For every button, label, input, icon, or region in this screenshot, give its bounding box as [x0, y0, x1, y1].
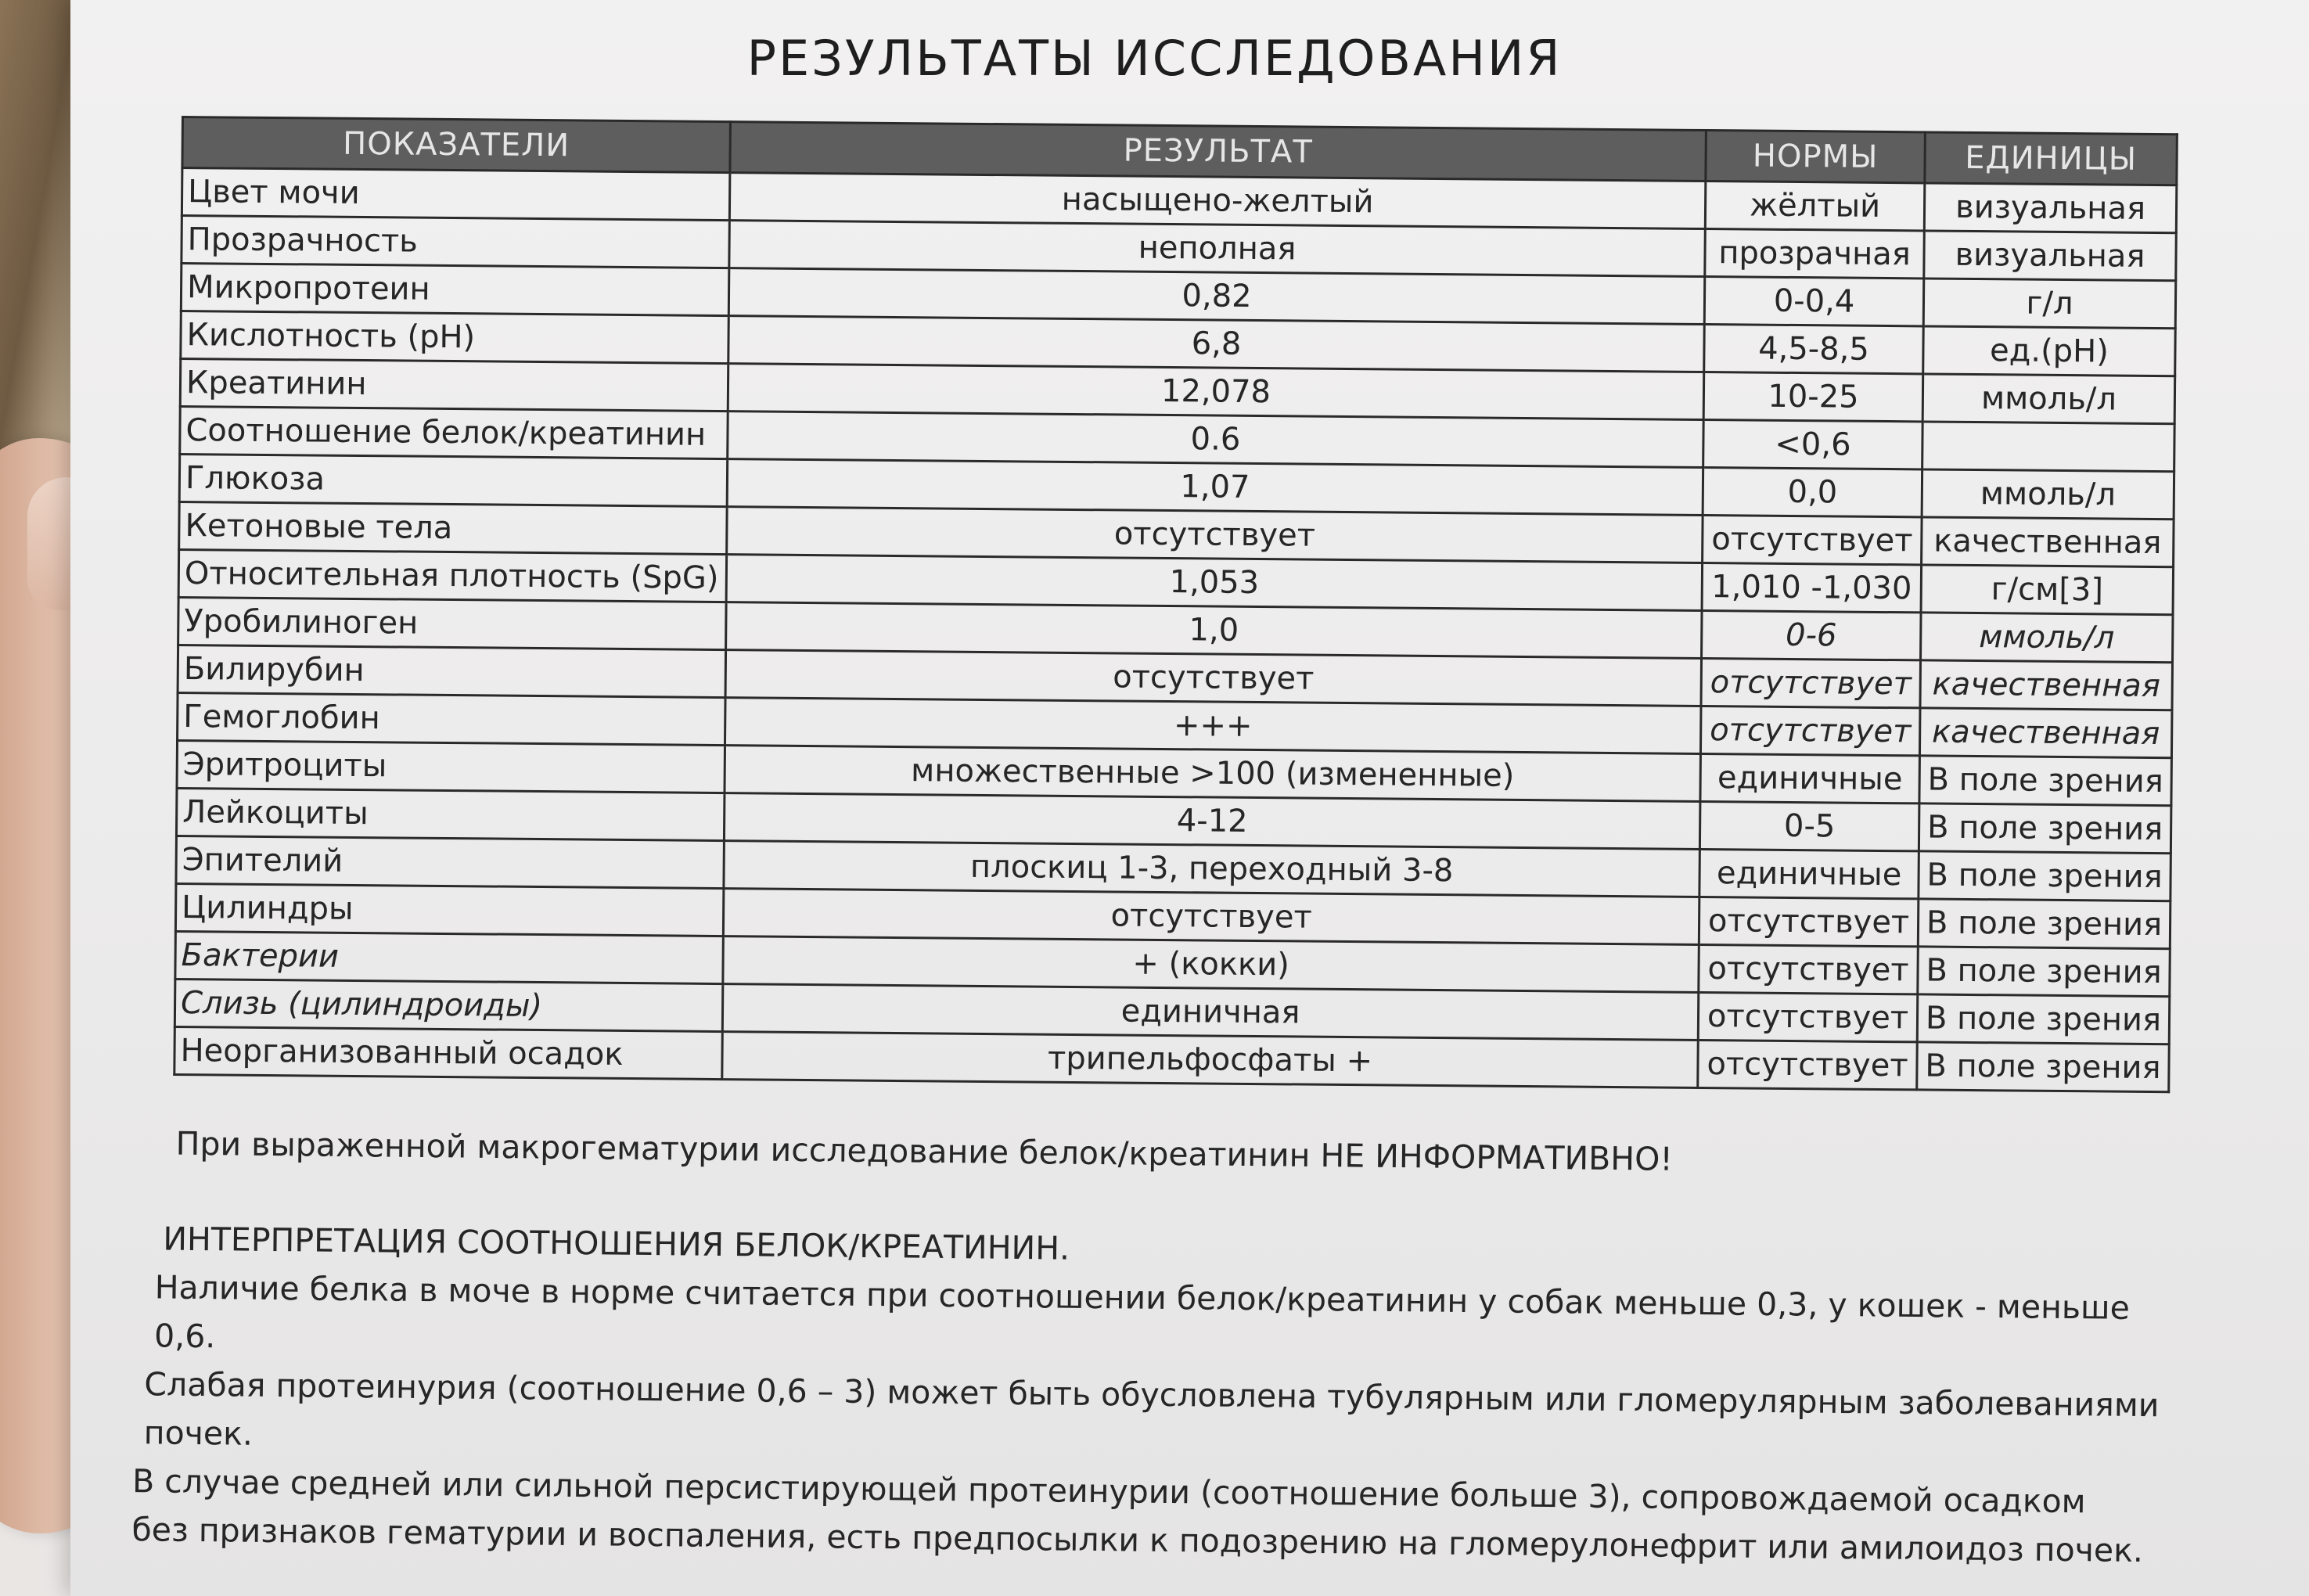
- cell-result: 0,82: [728, 268, 1705, 325]
- cell-param: Цилиндры: [175, 883, 723, 936]
- cell-result: 6,8: [728, 316, 1705, 372]
- cell-norm: отсутствует: [1699, 897, 1918, 946]
- cell-result: отсутствует: [723, 889, 1699, 945]
- cell-unit: качественная: [1922, 517, 2174, 567]
- interpretation-paragraph-1-line-2: 0,6.: [153, 1317, 216, 1356]
- cell-result: 0.6: [728, 412, 1704, 468]
- cell-unit: ед.(pH): [1923, 326, 2176, 376]
- page-title: РЕЗУЛЬТАТЫ ИССЛЕДОВАНИЯ: [746, 30, 1563, 87]
- cell-norm: 0-6: [1702, 610, 1921, 660]
- cell-param: Кислотность (pH): [181, 311, 728, 364]
- cell-result: 1,07: [727, 459, 1703, 516]
- cell-norm: 0-0,4: [1704, 276, 1923, 325]
- cell-norm: 0,0: [1703, 467, 1922, 516]
- cell-norm: 1,010 -1,030: [1702, 563, 1921, 612]
- interpretation-paragraph-3-line-1: В случае средней или сильной персистирующей протеинурии (соотношение больше 3), сопровождаемой осадком: [131, 1462, 2086, 1521]
- cell-unit: качественная: [1920, 660, 2173, 710]
- interpretation-paragraph-2-line-1: Слабая протеинурия (соотношение 0,6 – 3) может быть обусловлена тубулярным или гломерулярным заболеваниями: [144, 1365, 2160, 1425]
- cell-unit: В поле зрения: [1919, 803, 2171, 854]
- cell-result: плоскиц 1-3, переходный 3-8: [724, 841, 1700, 897]
- cell-result: неполная: [729, 221, 1706, 277]
- cell-unit: В поле зрения: [1917, 1042, 2170, 1092]
- cell-unit: ммоль/л: [1922, 374, 2175, 424]
- cell-norm: отсутствует: [1703, 515, 1922, 564]
- cell-unit: В поле зрения: [1918, 899, 2171, 949]
- cell-param: Микропротеин: [181, 264, 728, 316]
- cell-result: отсутствует: [725, 650, 1702, 706]
- cell-result: единичная: [722, 984, 1699, 1041]
- cell-param: Эпителий: [176, 836, 724, 888]
- cell-param: Слизь (цилиндроиды): [174, 979, 722, 1031]
- cell-param: Уробилиноген: [178, 597, 726, 649]
- interpretation-title: ИНТЕРПРЕТАЦИЯ СООТНОШЕНИЯ БЕЛОК/КРЕАТИНИН.: [163, 1220, 1070, 1267]
- cell-unit: качественная: [1919, 708, 2172, 758]
- cell-norm: отсутствует: [1698, 1040, 1917, 1089]
- cell-norm: 10-25: [1703, 372, 1922, 421]
- cell-result: трипельфосфаты +: [722, 1032, 1699, 1088]
- cell-norm: 4,5-8,5: [1704, 324, 1923, 373]
- cell-norm: прозрачная: [1705, 228, 1924, 278]
- cell-result: 4-12: [724, 793, 1700, 850]
- cell-result: + (кокки): [723, 936, 1699, 993]
- cell-param: Относительная плотность (SpG): [178, 549, 726, 602]
- cell-result: 12,078: [728, 364, 1704, 420]
- cell-unit: визуальная: [1924, 183, 2177, 233]
- cell-unit: г/см[3]: [1921, 565, 2174, 615]
- cell-unit: В поле зрения: [1918, 947, 2171, 997]
- cell-param: Глюкоза: [179, 454, 727, 506]
- cell-result: +++: [725, 698, 1701, 754]
- cell-norm: отсутствует: [1701, 658, 1920, 707]
- cell-param: Билирубин: [178, 645, 725, 697]
- header-param: ПОКАЗАТЕЛИ: [182, 117, 731, 173]
- cell-norm: <0,6: [1703, 419, 1922, 469]
- interpretation-paragraph-3-line-2: без признаков гематурии и воспаления, есть предпосылки к подозрению на гломерулонефрит или амилоидоз почек.: [131, 1511, 2144, 1570]
- cell-unit: ммоль/л: [1921, 613, 2174, 663]
- header-unit: ЕДИНИЦЫ: [1925, 132, 2178, 185]
- cell-param: Кетоновые тела: [179, 501, 727, 554]
- cell-result: множественные >100 (измененные): [725, 746, 1701, 802]
- cell-unit: ммоль/л: [1922, 469, 2174, 519]
- cell-param: Гемоглобин: [178, 692, 725, 745]
- cell-param: Цвет мочи: [182, 168, 729, 221]
- cell-param: Эритроциты: [177, 740, 725, 793]
- cell-param: Лейкоциты: [176, 788, 724, 840]
- cell-result: 1,0: [726, 602, 1703, 659]
- cell-norm: жёлтый: [1705, 182, 1924, 231]
- cell-unit: [1922, 422, 2175, 472]
- header-norm: НОРМЫ: [1706, 131, 1925, 183]
- header-result: РЕЗУЛЬТАТ: [730, 122, 1707, 182]
- footer-notes: [120, 1119, 2238, 1576]
- cell-param: Креатинин: [180, 359, 728, 412]
- cell-unit: г/л: [1923, 279, 2176, 329]
- cell-unit: В поле зрения: [1919, 851, 2171, 901]
- cell-result: насыщено-желтый: [729, 173, 1706, 229]
- results-table: [173, 116, 2178, 1093]
- cell-param: Соотношение белок/креатинин: [180, 406, 728, 458]
- cell-result: отсутствует: [727, 507, 1703, 563]
- cell-param: Неорганизованный осадок: [174, 1026, 722, 1079]
- cell-norm: отсутствует: [1699, 944, 1918, 994]
- warning-note: При выраженной макрогематурии исследование белок/креатинин НЕ ИНФОРМАТИВНО!: [175, 1124, 1674, 1178]
- cell-norm: единичные: [1700, 753, 1919, 803]
- cell-result: 1,053: [726, 555, 1703, 611]
- cell-norm: отсутствует: [1701, 706, 1920, 755]
- cell-norm: единичные: [1699, 849, 1919, 898]
- cell-param: Бактерии: [175, 931, 723, 983]
- interpretation-paragraph-2-line-2: почек.: [143, 1414, 254, 1453]
- cell-norm: отсутствует: [1698, 992, 1917, 1041]
- cell-param: Прозрачность: [182, 216, 729, 268]
- cell-unit: В поле зрения: [1919, 756, 2172, 806]
- cell-unit: В поле зрения: [1917, 994, 2170, 1044]
- cell-unit: визуальная: [1924, 231, 2177, 281]
- interpretation-paragraph-1-line-1: Наличие белка в моче в норме считается при соотношении белок/креатинин у собак меньше 0,3, у кошек - меньше: [154, 1268, 2131, 1327]
- cell-norm: 0-5: [1699, 801, 1919, 850]
